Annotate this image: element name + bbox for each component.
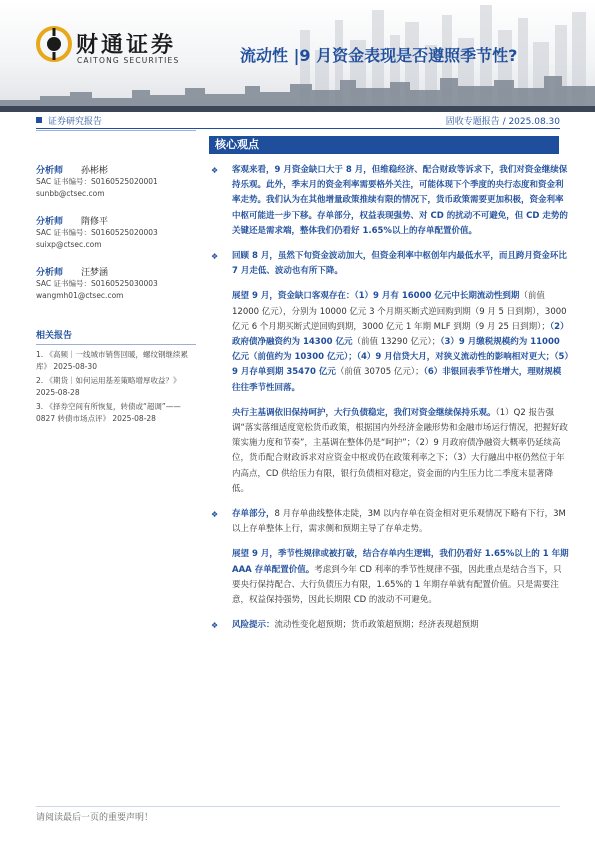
report-title: 流动性 |9 月资金表现是否遵照季节性? [240, 46, 518, 65]
analyst-cert: SAC 证书编号：S0160525020003 [36, 228, 158, 237]
analyst-label: 分析师 [36, 166, 64, 176]
report-type [36, 114, 102, 127]
header-divider [36, 128, 560, 129]
key-point-text: 8 月存单曲线整体走陡，3M 以内存单在资金相对更乐观情况下略有下行，3M 以上存单整体上行，需求侧和预期主导了存单走势。 [232, 509, 566, 535]
logo-text-en: CAITONG SECURITIES [77, 56, 180, 65]
related-reports [36, 328, 196, 427]
diamond-bullet-icon: ❖ [211, 166, 219, 175]
related-reports-title: 相关报告 [36, 328, 196, 345]
analyst-sidebar [36, 163, 196, 316]
bold-fact: （1）9 月有 16000 亿元中长期流动性到期 [354, 291, 520, 302]
key-point-text: 客观来看，9 月资金缺口大于 8 月，但维稳经济、配合财政等诉求下，我们对资金继续保持乐观。此外，季末月的资金利率需要格外关注，可能体现下个季度的央行态度和资金利率走势。我们认为在其他增量政策推续有限的情况下，货币政策需要更加积极，资金利率中枢可能进一步下移。存单部分，权益表现强势、对 CD 的扰动不可避免，但 CD 走势的关键还是需求端，整体我们仍看好 1.65%以上的存单配置价值。 [232, 165, 568, 236]
analyst-card [36, 163, 196, 200]
analyst-label: 分析师 [36, 268, 64, 278]
analyst-cert: SAC 证书编号：S0160525030003 [36, 279, 158, 288]
section-heading: 核心观点 [209, 136, 559, 154]
detail-paragraph [209, 406, 569, 497]
analyst-email[interactable]: wangmh01@ctsec.com [36, 291, 124, 300]
related-report-link[interactable]: 3. 《择券空间有所恢复，转债或“超调”——0827 转债市场点评》 2025-08-28 [36, 402, 181, 423]
paragraph-text: （1）Q2 报告强调“落实落细适度宽松货币政策，根据国内外经济金融形势和金融市场运行情况，把握好政策实施力度和节奏”，主基调在整体仍是“呵护”；（2）9 月政府债净融资大概率仍延续高位，货币配合财政诉求对应资金中枢或仍在政策利率之下；（3）大行融出中枢仍然位于年内高点，CD 供给压力有限，银行负债相对稳定，资金面的内生压力比二季度末显著降低。 [232, 407, 568, 494]
analyst-cert: SAC 证书编号：S0160525020001 [36, 177, 158, 186]
related-report-link[interactable]: 1. 《高频｜一线城市销售回暖，螺纹钢继续累库》 2025-08-30 [36, 350, 189, 371]
paragraph-text: （前值 12000 亿元），分别为 10000 亿元 3 个月期买断式逆回购到期（9 月 5 日到期），3000 亿元 6 个月期买断式逆回购到期，3000 亿元 1 年期 MLF 到期（9 月 25 日到期）； [232, 291, 567, 332]
analyst-name: 汪梦涵 [81, 268, 109, 278]
key-point [209, 163, 569, 239]
risk-warning [209, 618, 569, 633]
diamond-bullet-icon: ❖ [211, 621, 219, 631]
bold-fact: （3）9 月缴税规模约为 11000 亿元（前值约为 10300 亿元）；（4）9 月信贷大月，对狭义流动性的影响相对更大；（5）9 月存单到期 35470 亿元 [232, 337, 569, 378]
analyst-name: 隋修平 [81, 217, 109, 227]
key-point [209, 507, 569, 537]
paragraph-lead: 央行主基调依旧保持呵护，大行负债稳定，我们对资金继续保持乐观。 [232, 407, 496, 418]
key-point [209, 249, 569, 279]
paragraph-lead: 展望 9 月，季节性规律或被打破，结合存单内生逻辑，我们仍看好 1.65%以上的 1 年期 AAA 存单配置价值。 [232, 549, 569, 575]
analyst-name: 孙彬彬 [81, 166, 109, 176]
paragraph-text: （前值 30705 亿元）； [335, 367, 424, 378]
analyst-card [36, 214, 196, 251]
bold-fact: （2）政府债净融资约为 14300 亿元 [232, 321, 569, 348]
footer-disclaimer: 请阅读最后一页的重要声明！ [36, 813, 154, 823]
company-logo [36, 26, 216, 70]
footer-divider [36, 806, 560, 807]
report-meta: 固收专题报告 / 2025.08.30 [445, 117, 560, 127]
detail-paragraph [209, 547, 569, 608]
square-bullet-icon [36, 117, 42, 123]
core-views-body [209, 163, 569, 633]
detail-paragraph [209, 289, 569, 395]
diamond-bullet-icon: ❖ [211, 252, 219, 262]
sub-header [0, 112, 595, 128]
risk-text: 流动性变化超预期；货币政策超预期；经济表现超预期 [274, 620, 479, 631]
paragraph-text: 考虑到今年 CD 利率的季节性规律不强，因此重点是结合当下，只要央行保持配合、大行负债压力有限，1.65%的 1 年期存单就有配置价值。只是需要注意，权益保持强势，因此长期限 CD 的波动不可避免。 [232, 564, 562, 606]
analyst-email[interactable]: suixp@ctsec.com [36, 240, 102, 249]
logo-emblem-icon [36, 26, 72, 62]
risk-lead: 风险提示： [232, 620, 275, 631]
analyst-card [36, 265, 196, 302]
paragraph-text: （前值 13290 亿元）； [352, 337, 441, 348]
key-point-lead: 存单部分， [232, 509, 275, 520]
analyst-email[interactable]: sunbb@ctsec.com [36, 189, 105, 198]
paragraph-lead: 展望 9 月，资金缺口客观存在： [232, 291, 355, 302]
logo-text-cn: 财通证券 [76, 33, 177, 58]
analyst-label: 分析师 [36, 217, 64, 227]
report-type-label: 证券研究报告 [48, 117, 103, 127]
sidebar-top-divider [36, 130, 196, 131]
related-report-link[interactable]: 2. 《期货｜如何运用基差策略增厚收益？》 2025-08-28 [36, 376, 181, 397]
header-banner [0, 0, 595, 112]
bold-fact: （6）非银回表季节性增大，理财规模往往季节性回落。 [232, 367, 562, 393]
diamond-bullet-icon: ❖ [211, 510, 219, 520]
key-point-text: 回顾 8 月，虽然下旬资金波动加大，但资金利率中枢创年内最低水平，而且跨月资金环比 7 月走低、波动也有所下降。 [232, 251, 567, 277]
